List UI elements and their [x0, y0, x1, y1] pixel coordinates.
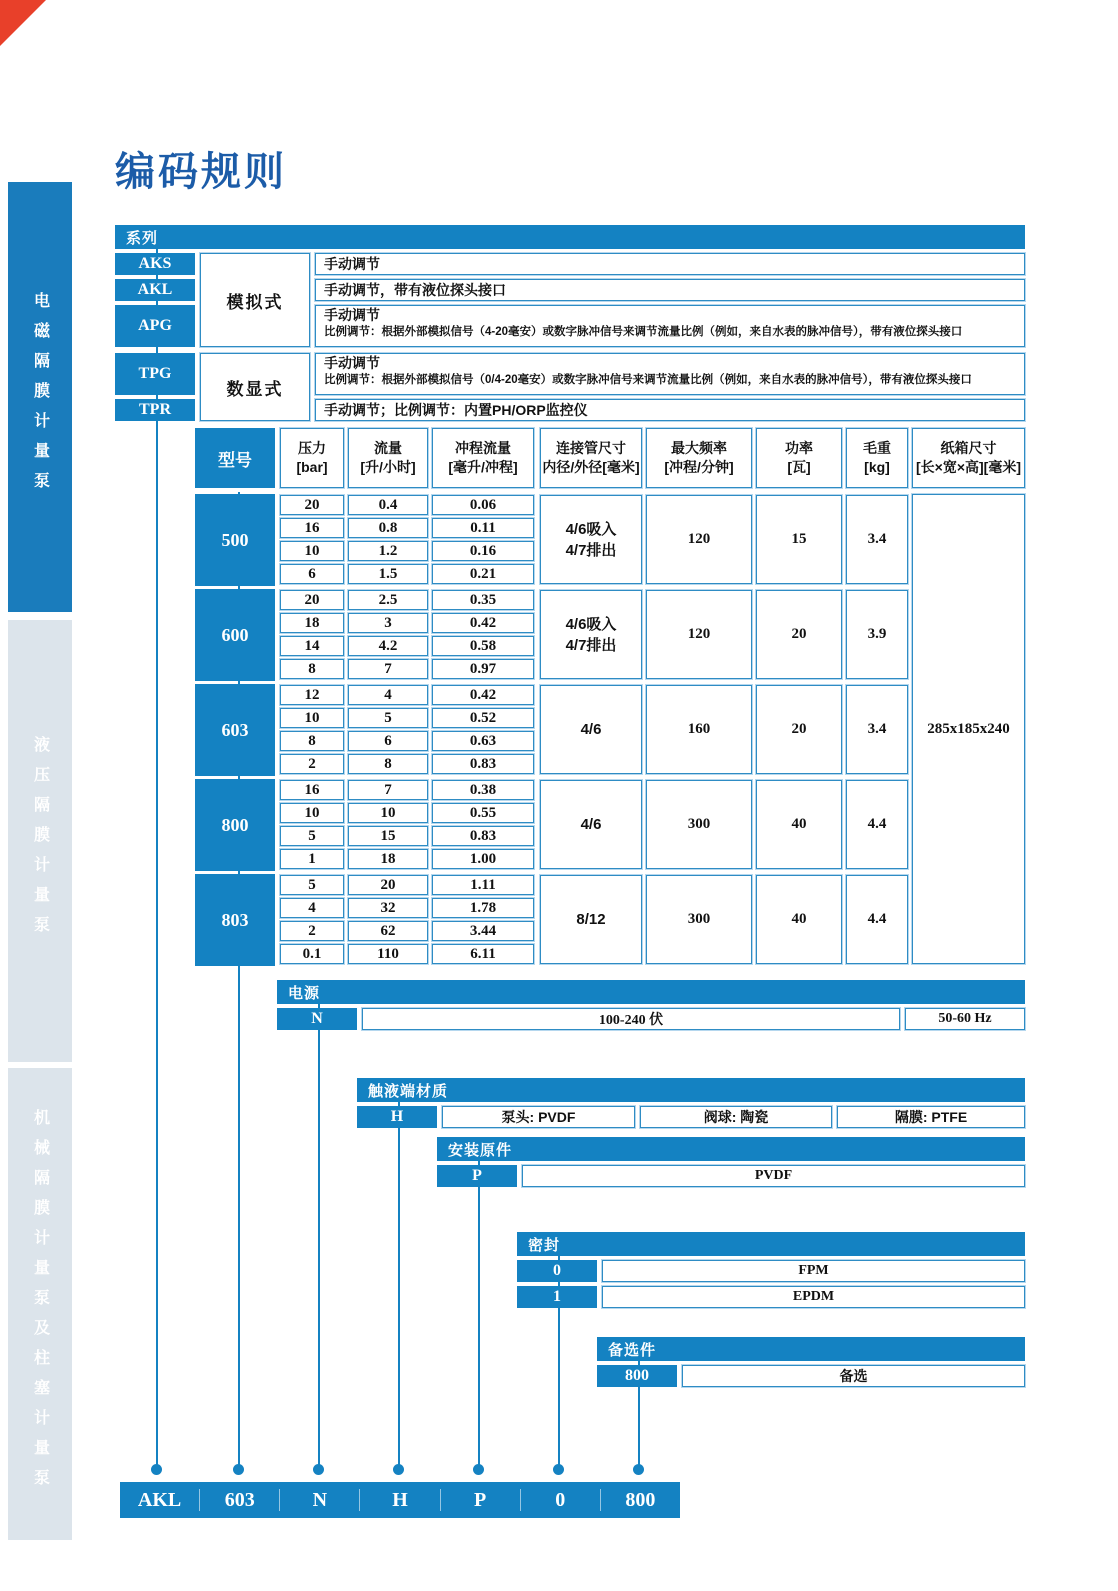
seal-header: 密封 [517, 1232, 1025, 1256]
header-line: 冲程流量 [455, 440, 511, 457]
connector-dot [633, 1464, 644, 1475]
header-line: 纸箱尺寸 [940, 440, 997, 457]
header-line: 毛重 [863, 440, 891, 457]
connector-dot [313, 1464, 324, 1475]
flow-value: 0.8 [348, 518, 428, 538]
seal-code-1: 1 [517, 1286, 597, 1308]
header-line: [毫升/冲程] [448, 459, 518, 475]
stroke-value: 0.58 [432, 636, 534, 656]
connection-line: 4/6 [580, 816, 602, 833]
spec-group-800 [195, 779, 1025, 871]
stroke-value: 0.21 [432, 564, 534, 584]
sidebar-tab-hydraulic-pump[interactable]: 液压隔膜计量泵 [8, 620, 72, 1062]
flow-value: 0.4 [348, 495, 428, 515]
series-header: 系列 [115, 225, 1025, 249]
model-cell: 800 [195, 779, 275, 871]
series-code-aks: AKS [115, 253, 195, 275]
stroke-value: 0.63 [432, 731, 534, 751]
model-cell: 803 [195, 874, 275, 966]
spec-header-weight [846, 428, 908, 488]
spec-header-connection [540, 428, 642, 488]
power-cell: 15 [756, 495, 842, 584]
connection-cell [540, 495, 642, 584]
header-line: [长×宽×高][毫米] [916, 459, 1021, 475]
seal-table [517, 1232, 1025, 1310]
code-segment: P [474, 1488, 487, 1511]
stroke-value: 1.00 [432, 849, 534, 869]
flow-value: 7 [348, 780, 428, 800]
sidebar-tab-solenoid-pump[interactable]: 电磁隔膜计量泵 [8, 182, 72, 612]
flow-value: 8 [348, 754, 428, 774]
connector-dot [233, 1464, 244, 1475]
code-segment: N [312, 1488, 328, 1511]
connection-line: 8/12 [576, 911, 606, 928]
stroke-value: 3.44 [432, 921, 534, 941]
pressure-value: 10 [280, 541, 344, 561]
series-desc: 手动调节，带有液位探头接口 [315, 279, 1025, 301]
series-code-tpr: TPR [115, 399, 195, 421]
weight-cell: 4.4 [846, 875, 908, 964]
stroke-value: 0.06 [432, 495, 534, 515]
pressure-value: 1 [280, 849, 344, 869]
flow-value: 5 [348, 708, 428, 728]
connector-dot [393, 1464, 404, 1475]
header-line: 功率 [785, 440, 813, 457]
header-line: 连接管尺寸 [556, 440, 626, 457]
stroke-value: 0.83 [432, 826, 534, 846]
connection-cell [540, 780, 642, 869]
power-header: 电源 [277, 980, 1025, 1004]
flow-value: 4 [348, 685, 428, 705]
pressure-value: 4 [280, 898, 344, 918]
stroke-value: 0.35 [432, 590, 534, 610]
code-segment: 603 [224, 1488, 255, 1511]
model-cell: 600 [195, 589, 275, 681]
flow-value: 3 [348, 613, 428, 633]
pressure-value: 16 [280, 780, 344, 800]
install-code: P [437, 1165, 517, 1187]
code-segment: 800 [625, 1488, 656, 1511]
desc-line: 比例调节：根据外部模拟信号（4-20毫安）或数字脉冲信号来调节流量比例（例如，来自水表的脉冲信号），带有液位探头接口 [324, 325, 963, 338]
stroke-value: 1.78 [432, 898, 534, 918]
series-code-apg: APG [115, 305, 195, 347]
connector-line [398, 1102, 400, 1469]
pressure-value: 2 [280, 754, 344, 774]
spec-header-frequency [646, 428, 752, 488]
pressure-value: 12 [280, 685, 344, 705]
options-value: 备选 [682, 1365, 1025, 1387]
flow-value: 15 [348, 826, 428, 846]
frequency-cell: 120 [646, 495, 752, 584]
flow-value: 20 [348, 875, 428, 895]
connection-line: 4/6吸入 [565, 520, 617, 538]
model-cell: 500 [195, 494, 275, 586]
series-desc [315, 353, 1025, 395]
series-code-tpg: TPG [115, 353, 195, 395]
frequency-cell: 160 [646, 685, 752, 774]
stroke-value: 1.11 [432, 875, 534, 895]
options-table [597, 1337, 1025, 1389]
stroke-value: 0.16 [432, 541, 534, 561]
power-table [277, 980, 1025, 1032]
code-segment: H [392, 1488, 408, 1511]
flow-value: 2.5 [348, 590, 428, 610]
flow-value: 110 [348, 944, 428, 964]
connector-line [318, 1004, 320, 1469]
flow-value: 6 [348, 731, 428, 751]
pressure-value: 5 [280, 826, 344, 846]
pressure-value: 8 [280, 731, 344, 751]
pressure-value: 10 [280, 708, 344, 728]
seal-value-epdm: EPDM [602, 1286, 1025, 1308]
seal-value-fpm: FPM [602, 1260, 1025, 1282]
header-line: [瓦] [787, 459, 811, 475]
spec-header-power [756, 428, 842, 488]
box-size-cell: 285x185x240 [912, 494, 1025, 964]
spec-header-stroke-flow [432, 428, 534, 488]
connection-line: 4/6 [580, 721, 602, 738]
pressure-value: 0.1 [280, 944, 344, 964]
frequency-cell: 300 [646, 875, 752, 964]
install-table [437, 1137, 1025, 1189]
power-frequency: 50-60 Hz [905, 1008, 1025, 1030]
spec-header-flow [348, 428, 428, 488]
pressure-value: 10 [280, 803, 344, 823]
pressure-value: 20 [280, 495, 344, 515]
spec-group-600 [195, 589, 1025, 681]
stroke-value: 0.42 [432, 685, 534, 705]
stroke-value: 0.11 [432, 518, 534, 538]
spec-group-803 [195, 874, 1025, 966]
stroke-value: 6.11 [432, 944, 534, 964]
install-header: 安装原件 [437, 1137, 1025, 1161]
series-type-analog: 模拟式 [200, 253, 310, 347]
desc-line: 手动调节 [324, 307, 380, 323]
pressure-value: 2 [280, 921, 344, 941]
flow-value: 1.2 [348, 541, 428, 561]
header-line: 最大频率 [671, 440, 727, 457]
flow-value: 32 [348, 898, 428, 918]
power-voltage: 100-240 伏 [362, 1008, 900, 1030]
weight-cell: 3.9 [846, 590, 908, 679]
material-pump-head: 泵头: PVDF [442, 1106, 635, 1128]
power-cell: 40 [756, 875, 842, 964]
connection-cell [540, 875, 642, 964]
material-valve-ball: 阀球: 陶瓷 [640, 1106, 832, 1128]
connector-dot [553, 1464, 564, 1475]
pressure-value: 8 [280, 659, 344, 679]
spec-table [195, 428, 1025, 966]
flow-value: 1.5 [348, 564, 428, 584]
series-desc: 手动调节；比例调节：内置PH/ORP监控仪 [315, 399, 1025, 421]
connection-cell [540, 590, 642, 679]
header-line: 内径/外径[毫米] [542, 459, 640, 475]
power-cell: 20 [756, 685, 842, 774]
material-table [357, 1078, 1025, 1130]
spec-group-603 [195, 684, 1025, 776]
seal-code-0: 0 [517, 1260, 597, 1282]
model-code-bar [120, 1482, 680, 1518]
header-line: [冲程/分钟] [664, 459, 734, 475]
flow-value: 10 [348, 803, 428, 823]
connector-dot [473, 1464, 484, 1475]
pressure-value: 20 [280, 590, 344, 610]
stroke-value: 0.38 [432, 780, 534, 800]
spec-header-model: 型号 [195, 428, 275, 488]
flow-value: 18 [348, 849, 428, 869]
power-code: N [277, 1008, 357, 1030]
stroke-value: 0.97 [432, 659, 534, 679]
model-cell: 603 [195, 684, 275, 776]
page-corner-decoration [0, 0, 46, 46]
desc-line: 手动调节 [324, 355, 380, 371]
connection-line: 4/7排出 [565, 541, 617, 559]
flow-value: 62 [348, 921, 428, 941]
series-type-digital: 数显式 [200, 353, 310, 421]
pressure-value: 14 [280, 636, 344, 656]
weight-cell: 3.4 [846, 685, 908, 774]
stroke-value: 0.42 [432, 613, 534, 633]
page-title: 编码规则 [115, 150, 287, 194]
header-line: 流量 [374, 440, 402, 457]
series-desc [315, 305, 1025, 347]
series-desc: 手动调节 [315, 253, 1025, 275]
weight-cell: 3.4 [846, 495, 908, 584]
material-header: 触液端材质 [357, 1078, 1025, 1102]
stroke-value: 0.83 [432, 754, 534, 774]
code-segment: 0 [555, 1488, 566, 1511]
header-line: [bar] [296, 459, 328, 475]
flow-value: 7 [348, 659, 428, 679]
connection-cell [540, 685, 642, 774]
stroke-value: 0.52 [432, 708, 534, 728]
options-header: 备选件 [597, 1337, 1025, 1361]
header-line: [升/小时] [360, 459, 416, 475]
series-table [115, 225, 1025, 421]
desc-line: 比例调节：根据外部模拟信号（0/4-20毫安）或数字脉冲信号来调节流量比例（例如，来自水表的脉冲信号），带有液位探头接口 [324, 373, 972, 386]
pressure-value: 5 [280, 875, 344, 895]
flow-value: 4.2 [348, 636, 428, 656]
series-code-akl: AKL [115, 279, 195, 301]
install-value: PVDF [522, 1165, 1025, 1187]
options-code: 800 [597, 1365, 677, 1387]
connection-line: 4/7排出 [565, 636, 617, 654]
material-diaphragm: 隔膜: PTFE [837, 1106, 1025, 1128]
material-code: H [357, 1106, 437, 1128]
connector-dot [151, 1464, 162, 1475]
weight-cell: 4.4 [846, 780, 908, 869]
header-line: [kg] [864, 459, 890, 475]
spec-group-500 [195, 494, 1025, 586]
connector-line [478, 1161, 480, 1469]
pressure-value: 18 [280, 613, 344, 633]
connector-line [156, 249, 158, 1469]
pressure-value: 6 [280, 564, 344, 584]
power-cell: 20 [756, 590, 842, 679]
code-segment: AKL [137, 1488, 182, 1511]
connection-line: 4/6吸入 [565, 615, 617, 633]
spec-header-box-size [912, 428, 1025, 488]
frequency-cell: 120 [646, 590, 752, 679]
power-cell: 40 [756, 780, 842, 869]
spec-header-pressure [280, 428, 344, 488]
header-line: 压力 [298, 440, 326, 457]
stroke-value: 0.55 [432, 803, 534, 823]
frequency-cell: 300 [646, 780, 752, 869]
pressure-value: 16 [280, 518, 344, 538]
sidebar-tab-mechanical-pump[interactable]: 机械隔膜计量泵及柱塞计量泵 [8, 1068, 72, 1540]
